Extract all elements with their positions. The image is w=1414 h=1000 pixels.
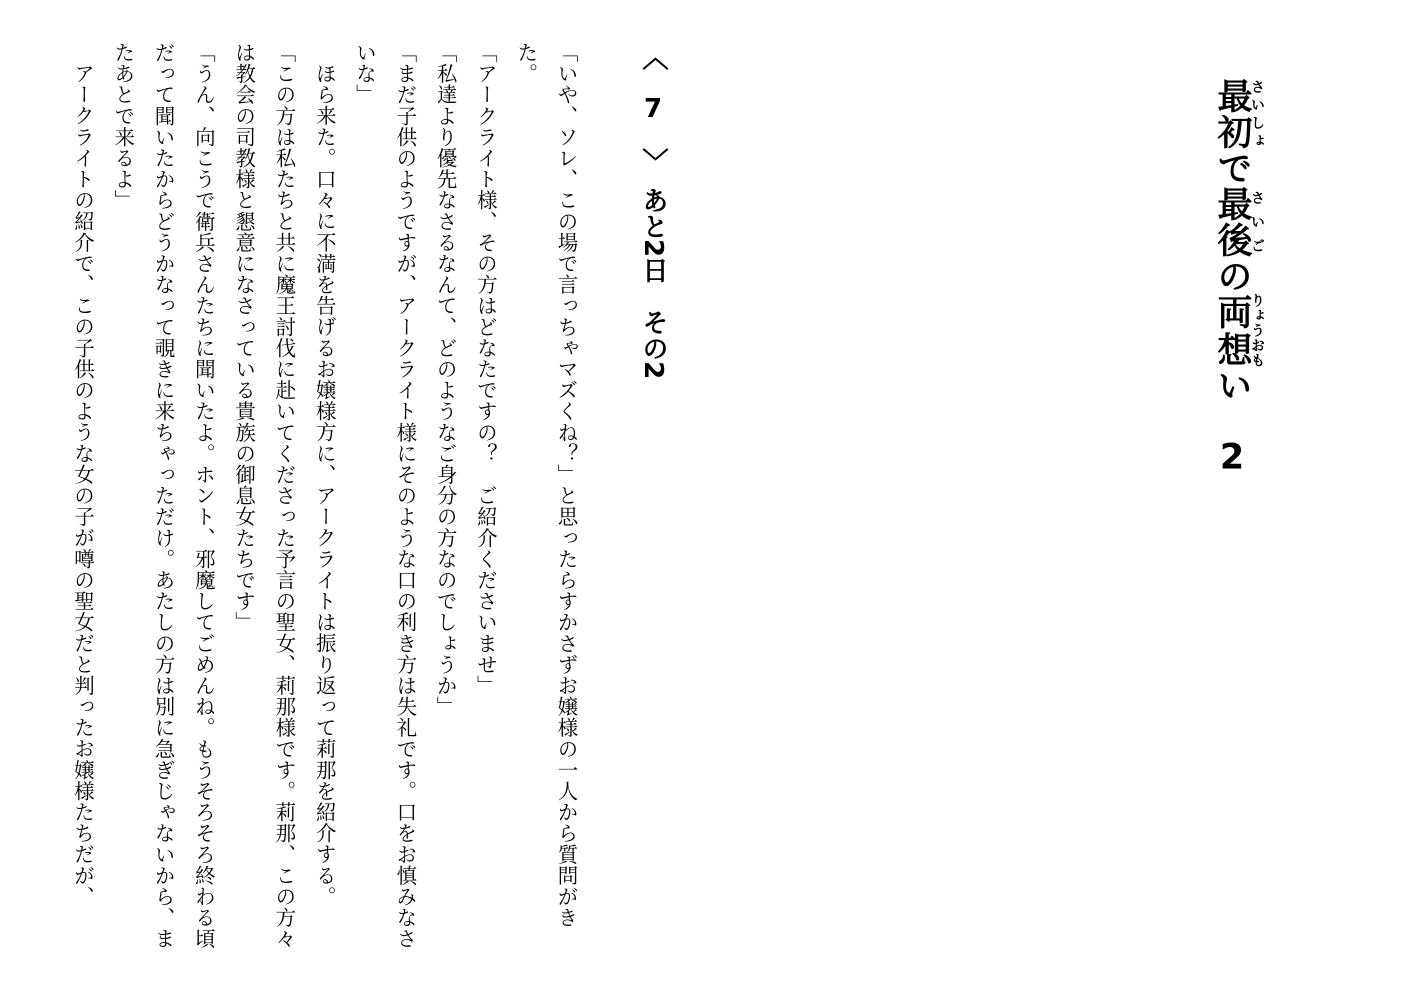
paragraph-6: 「この方は私たちと共に魔王討伐に赴いてくださった予言の聖女、莉那様です。莉那、この方々は教会の司教様と懇意になさっている貴族の御息女たちです」 <box>231 42 296 950</box>
title-ruby-saisho <box>1212 78 1265 150</box>
body-text <box>62 42 586 962</box>
title-ruby-ryouomoi <box>1212 293 1265 369</box>
paragraph-4: 「まだ子供のようですが、アークライト様にそのような口の利き方は失礼です。口をお慎みなさいな」 <box>352 42 417 950</box>
title-ruby-text-ryouomo: りょうおも <box>1249 293 1265 369</box>
book-title <box>1205 78 1264 578</box>
title-kanji-sai: 最 <box>1212 78 1252 114</box>
chapter-title: あと2日 その2 <box>638 187 668 380</box>
title-particle-de: で <box>1212 150 1252 186</box>
title-ruby-text-saisho: さいしょ <box>1249 78 1265 150</box>
title-kanji-saigo: 最後 <box>1212 186 1252 258</box>
paragraph-7: 「うん、向こうで衛兵さんたちに聞いたよ。ホント、邪魔してごめんね。もうそろそろ終わる頃だって聞いたからどうかなって覗きに来ちゃっただけ。あたしの方は別に急ぎじゃないから、またあとで来るよ」 <box>110 42 216 950</box>
chapter-number: 7 <box>643 96 663 122</box>
paragraph-1: 「いや、ソレ、この場で言っちゃマズくね？」と思ったらすかさずお嬢様の一人から質問がきた。 <box>513 42 578 929</box>
title-ruby-saigo <box>1212 186 1265 258</box>
title-okurigana-i: い <box>1212 367 1252 404</box>
paragraph-3: 「私達より優先なさるなんて、どのようなご身分の方なのでしょうか」 <box>433 42 458 718</box>
paragraph-2: 「アークライト様、その方はどなたですの？ ご紹介くださいませ」 <box>473 42 498 697</box>
paragraph-8: アークライトの紹介で、この子供のような女の子が噂の聖女だと判ったお嬢様たちだが、 <box>70 62 95 907</box>
paragraph-5: ほら来た。口々に不満を告げるお嬢様方に、アークライトは振り返って莉那を紹介する。 <box>312 62 337 907</box>
title-volume-number: 2 <box>1219 439 1245 475</box>
title-particle-no: の <box>1212 258 1252 294</box>
chapter-open-bracket: 〈 <box>638 44 668 70</box>
title-kanji-sho: 初 <box>1212 114 1252 150</box>
chapter-heading <box>628 44 678 444</box>
chapter-close-bracket: 〉 <box>638 148 668 161</box>
title-ruby-text-saigo: さいご <box>1249 186 1265 258</box>
title-kanji-ryouomo: 両想 <box>1212 293 1252 369</box>
